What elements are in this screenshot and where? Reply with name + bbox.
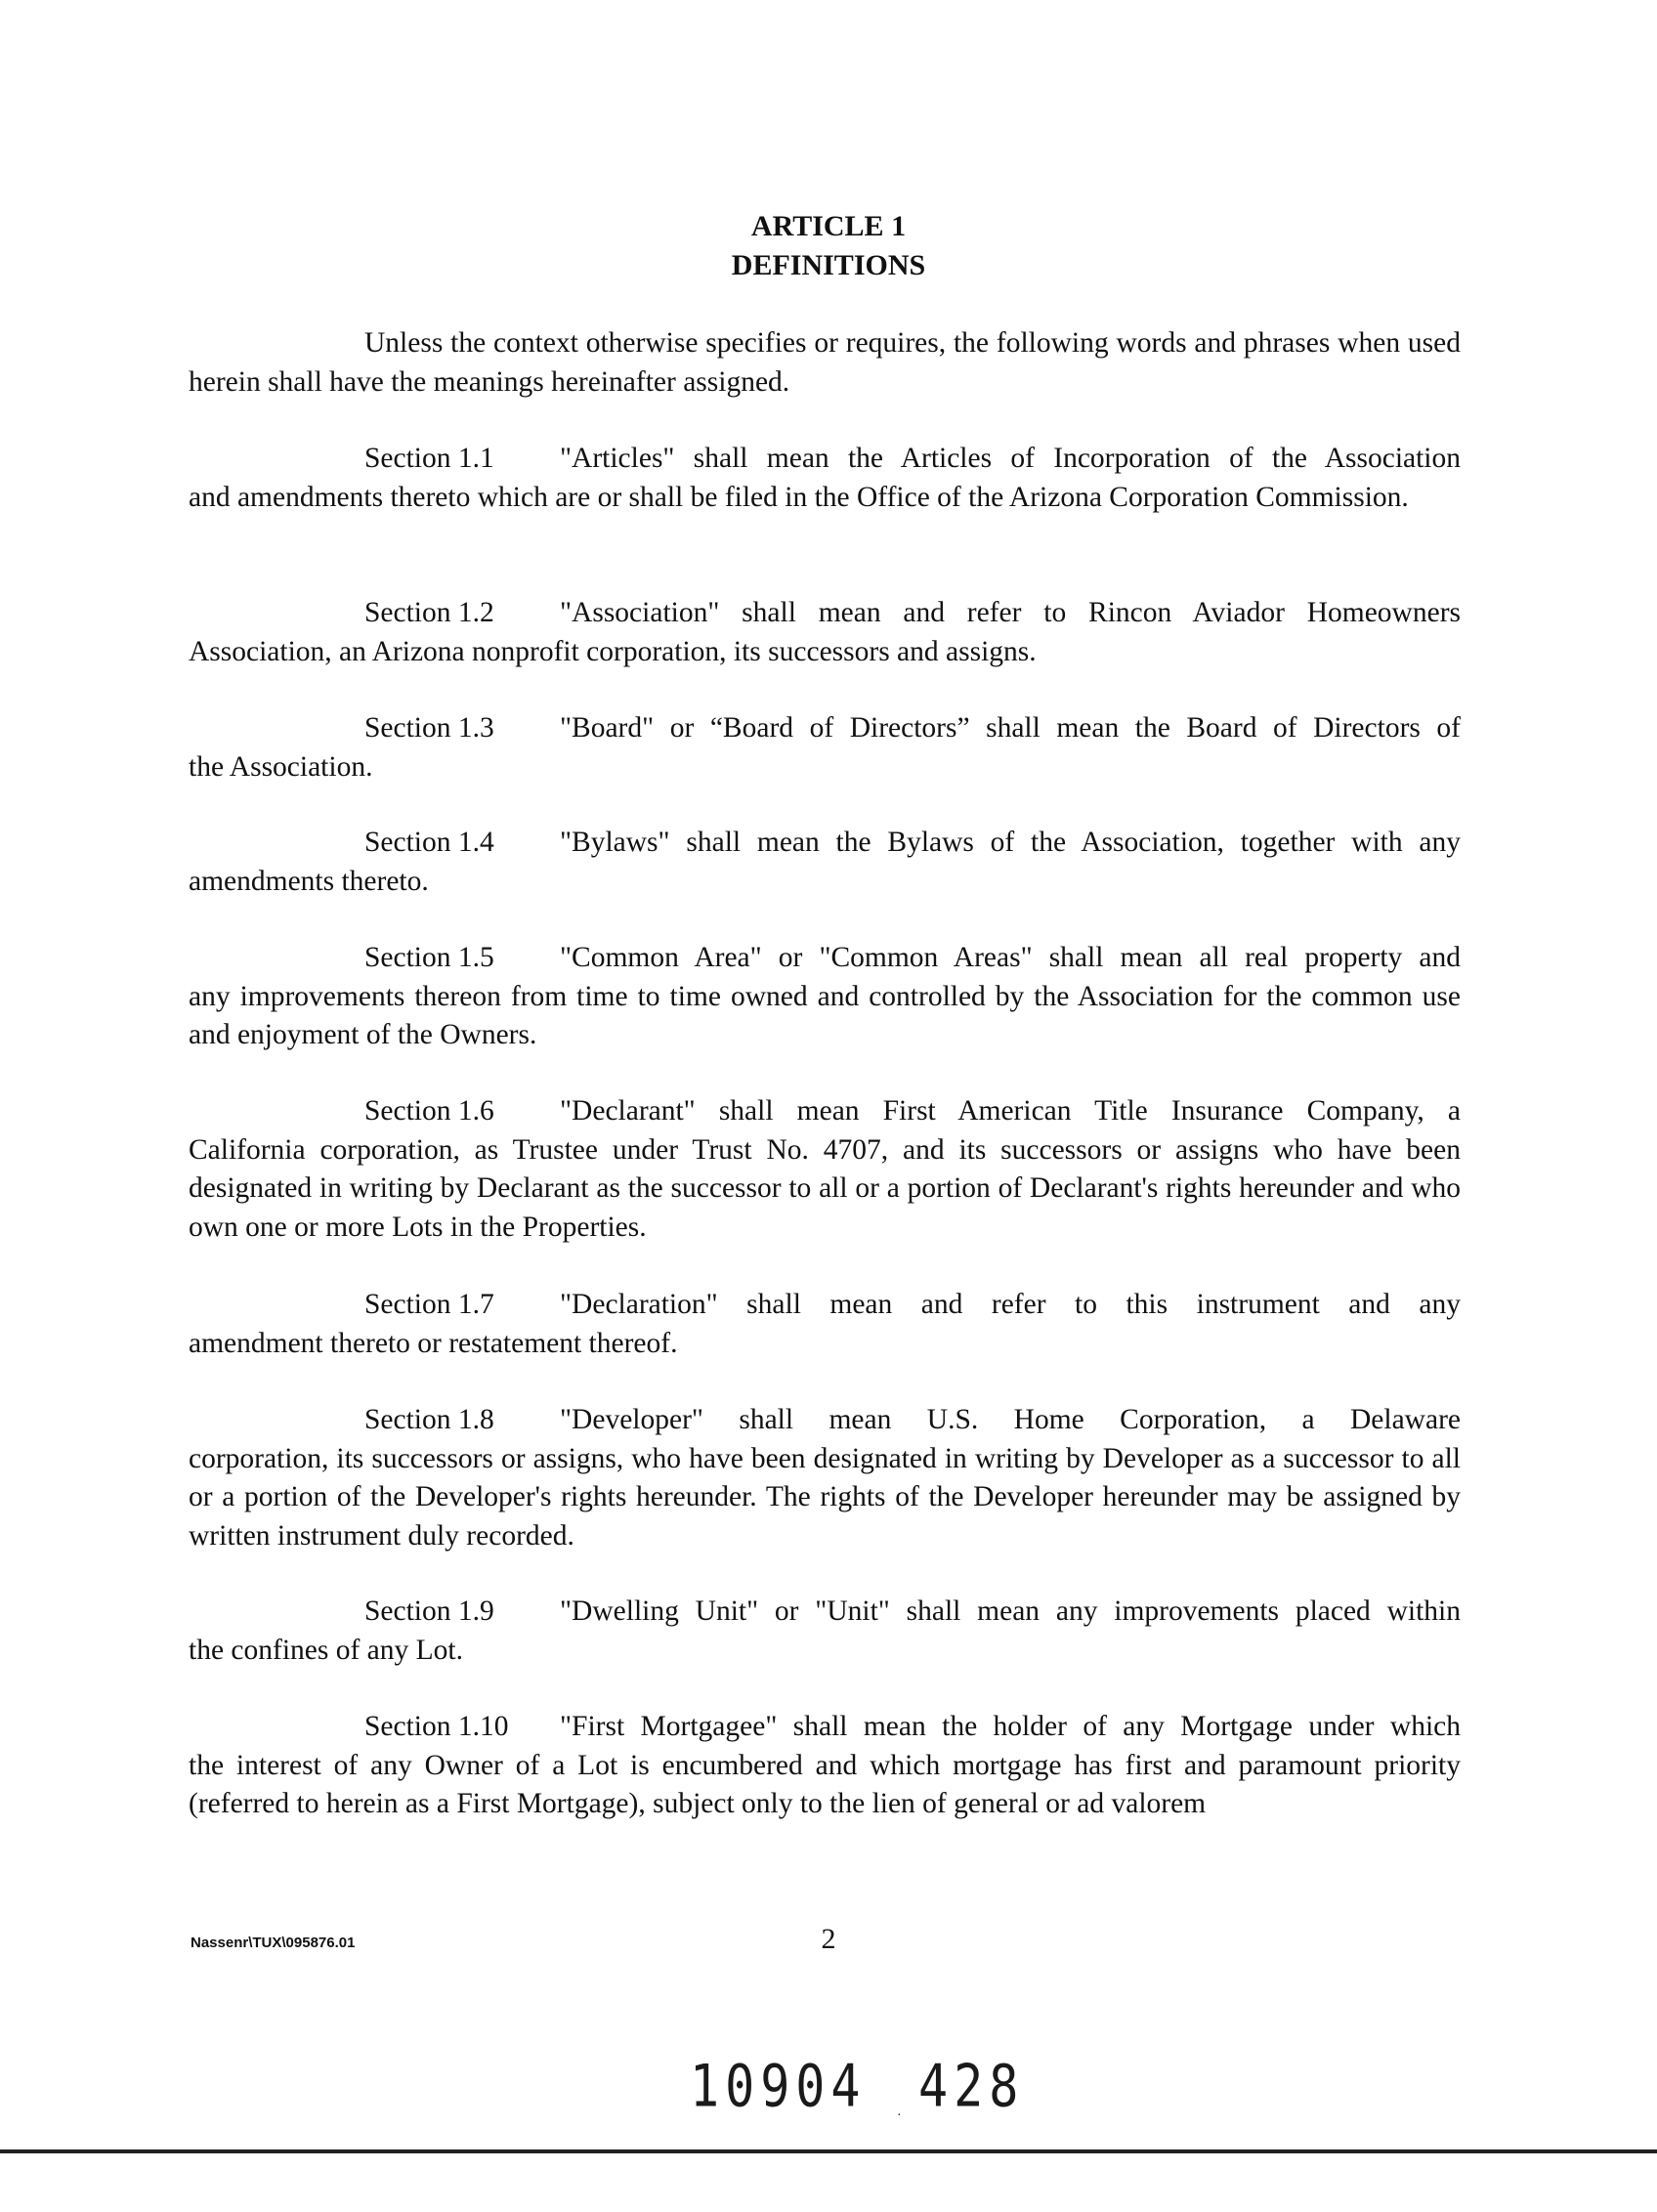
section-label: Section 1.9 xyxy=(364,1595,494,1627)
section-lead-text: "Articles" shall mean the Articles of Incorporation of the Association xyxy=(560,443,1461,474)
section-lead-text: "Declaration" shall mean and refer to this instrument and any xyxy=(560,1289,1461,1320)
section-label: Section 1.1 xyxy=(364,443,494,474)
footer-document-id: Nassenr\TUX\095876.01 xyxy=(191,1935,356,1951)
section-lead-text: "Bylaws" shall mean the Bylaws of the Association, together with any xyxy=(560,827,1461,858)
section-lead-text: "Common Area" or "Common Areas" shall mean all real property and xyxy=(560,942,1461,973)
section-1-5 xyxy=(189,939,1461,1055)
bottom-scan-line xyxy=(0,2149,1657,2153)
section-label: Section 1.3 xyxy=(364,712,494,744)
section-label: Section 1.2 xyxy=(364,597,494,628)
section-body-text: and amendments thereto which are or shall be filed in the Office of the Arizona Corporation Commission. xyxy=(189,481,1409,513)
section-lead-text: "Developer" shall mean U.S. Home Corporation, a Delaware xyxy=(560,1404,1461,1435)
section-body-text: Association, an Arizona nonprofit corporation, its successors and assigns. xyxy=(189,635,1037,667)
section-body-text: any improvements thereon from time to time owned and controlled by the Association for the common use and enjoyment of the Owners. xyxy=(189,980,1461,1050)
section-body-text: the confines of any Lot. xyxy=(189,1634,463,1666)
section-lead-text: "Association" shall mean and refer to Rincon Aviador Homeowners xyxy=(560,597,1461,628)
section-1-9 xyxy=(189,1593,1461,1670)
section-label: Section 1.10 xyxy=(364,1711,509,1742)
stamp-dot-mark: · xyxy=(897,2108,902,2123)
section-1-6 xyxy=(189,1092,1461,1247)
section-body-text: the interest of any Owner of a Lot is encumbered and which mortgage has first and paramount priority (referred to herein as a First Mortgage), subject only to the lien of general or ad valorem xyxy=(189,1749,1461,1819)
section-lead-text: "Dwelling Unit" or "Unit" shall mean any improvements placed within xyxy=(560,1595,1461,1627)
section-lead-text: "Declarant" shall mean First American Title Insurance Company, a xyxy=(560,1095,1461,1127)
section-1-4 xyxy=(189,824,1461,901)
section-label: Section 1.4 xyxy=(364,827,494,858)
section-1-10 xyxy=(189,1708,1461,1824)
section-1-3 xyxy=(189,709,1461,787)
section-label: Section 1.5 xyxy=(364,942,494,973)
page-number: 2 xyxy=(821,1923,836,1955)
recording-stamp-book: 10904 xyxy=(690,2052,867,2120)
section-label: Section 1.6 xyxy=(364,1095,494,1127)
section-1-1 xyxy=(189,440,1461,517)
section-label: Section 1.8 xyxy=(364,1404,494,1435)
intro-paragraph: Unless the context otherwise specifies or requires, the following words and phrases when used herein shall have the meanings hereinafter assigned. xyxy=(189,327,1461,398)
section-1-8 xyxy=(189,1401,1461,1555)
section-1-7 xyxy=(189,1286,1461,1363)
section-body-text: corporation, its successors or assigns, who have been designated in writing by Developer as a successor to all or a portion of the Developer's rights hereunder. The rights of the Developer hereunder may be assigned by written instrument duly recorded. xyxy=(189,1442,1461,1552)
section-lead-text: "First Mortgagee" shall mean the holder of any Mortgage under which xyxy=(560,1711,1461,1742)
article-number: ARTICLE 1 xyxy=(750,210,907,242)
article-title: DEFINITIONS xyxy=(731,249,926,281)
recording-stamp-page: 428 xyxy=(918,2052,1025,2120)
section-body-text: California corporation, as Trustee under Trust No. 4707, and its successors or assigns who have been designated in writing by Declarant as the successor to all or a portion of Declarant's rights hereunder and who own one or more Lots in the Properties. xyxy=(189,1133,1461,1243)
section-body-text: amendments thereto. xyxy=(189,865,429,897)
section-lead-text: "Board" or “Board of Directors” shall mean the Board of Directors of xyxy=(560,712,1461,744)
section-label: Section 1.7 xyxy=(364,1289,494,1320)
section-body-text: the Association. xyxy=(189,750,373,783)
section-1-2 xyxy=(189,594,1461,671)
section-body-text: amendment thereto or restatement thereof. xyxy=(189,1327,678,1359)
